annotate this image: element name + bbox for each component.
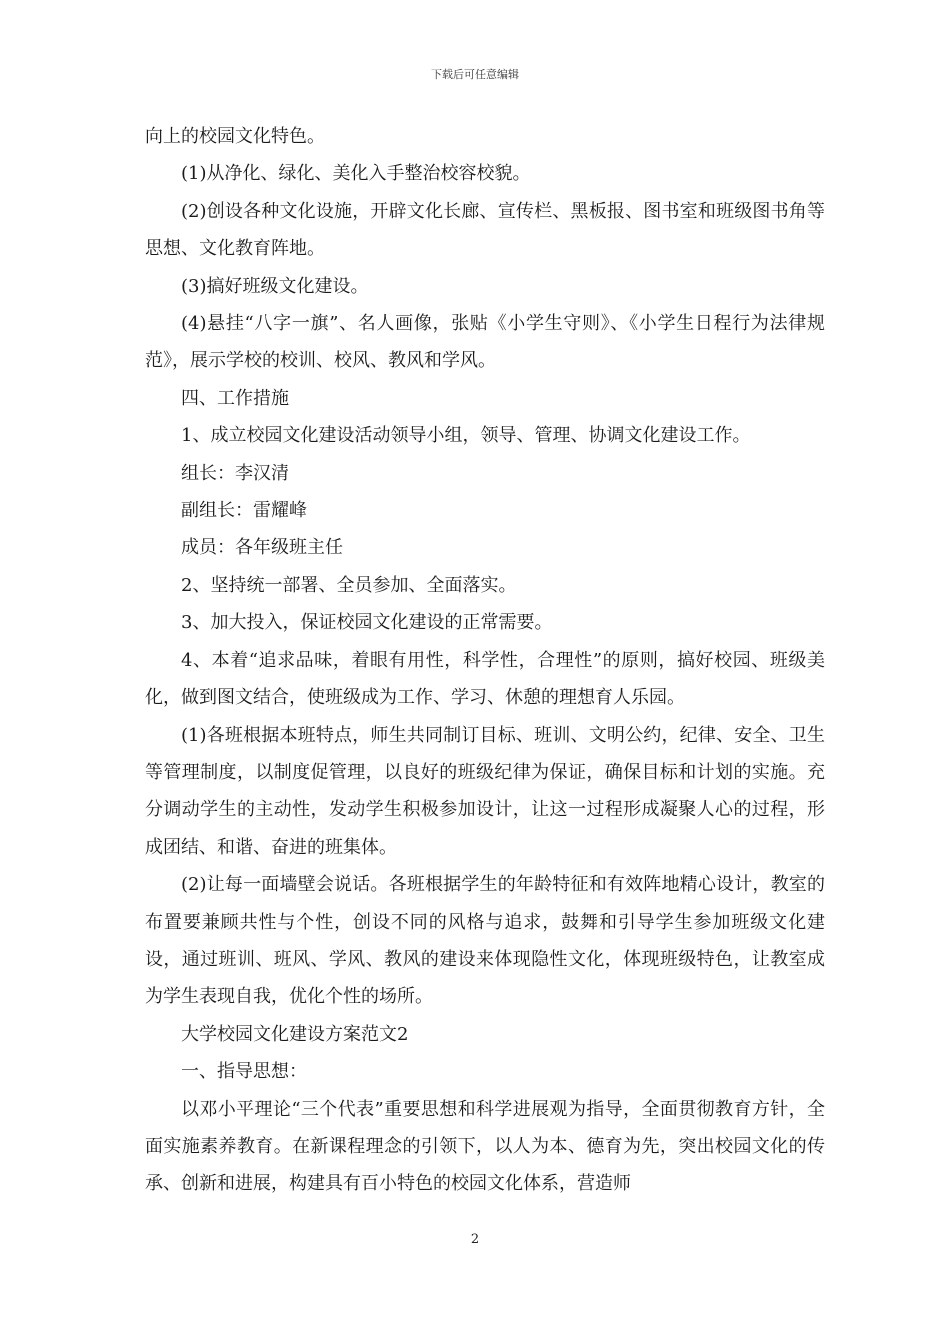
paragraph: 4、本着“追求品味，着眼有用性，科学性，合理性”的原则，搞好校园、班级美化，做到图文结合，使班级成为工作、学习、休憩的理想育人乐园。 bbox=[145, 649, 825, 709]
paragraph: 成员：各年级班主任 bbox=[181, 537, 343, 559]
paragraph: (1)从净化、绿化、美化入手整治校容校貌。 bbox=[181, 163, 531, 185]
section-heading: 四、工作措施 bbox=[181, 387, 289, 409]
section-title: 大学校园文化建设方案范文2 bbox=[181, 1023, 409, 1045]
paragraph: (3)搞好班级文化建设。 bbox=[181, 275, 369, 297]
paragraph: (2)创设各种文化设施，开辟文化长廊、宣传栏、黑板报、图书室和班级图书角等思想、文化教育阵地。 bbox=[145, 200, 825, 260]
document-body bbox=[145, 118, 825, 1203]
page-header: 下载后可任意编辑 bbox=[431, 68, 519, 81]
paragraph: 向上的校园文化特色。 bbox=[145, 126, 325, 147]
paragraph: 以邓小平理论“三个代表”重要思想和科学进展观为指导，全面贯彻教育方针，全面实施素养教育。在新课程理念的引领下，以人为本、德育为先，突出校园文化的传承、创新和进展，构建具有百小特色的校园文化体系，营造师 bbox=[145, 1098, 825, 1195]
paragraph: (4)悬挂“八字一旗”、名人画像，张贴《小学生守则》、《小学生日程行为法律规范》，展示学校的校训、校风、教风和学风。 bbox=[145, 313, 825, 372]
paragraph: 组长：李汉清 bbox=[181, 462, 289, 484]
paragraph: 3、加大投入，保证校园文化建设的正常需要。 bbox=[181, 612, 553, 634]
paragraph: 1、成立校园文化建设活动领导小组，领导、管理、协调文化建设工作。 bbox=[181, 425, 751, 447]
paragraph: (1)各班根据本班特点，师生共同制订目标、班训、文明公约，纪律、安全、卫生等管理制度，以制度促管理，以良好的班级纪律为保证，确保目标和计划的实施。充分调动学生的主动性，发动学生积极参加设计，让这一过程形成凝聚人心的过程，形成团结、和谐、奋进的班集体。 bbox=[145, 724, 825, 858]
page-number: 2 bbox=[470, 1232, 480, 1247]
paragraph: (2)让每一面墙壁会说话。各班根据学生的年龄特征和有效阵地精心设计，教室的布置要兼顾共性与个性，创设不同的风格与追求，鼓舞和引导学生参加班级文化建设，通过班训、班风、学风、教风的建设来体现隐性文化，体现班级特色，让教室成为学生表现自我，优化个性的场所。 bbox=[145, 874, 825, 1008]
paragraph: 2、坚持统一部署、全员参加、全面落实。 bbox=[181, 574, 517, 596]
paragraph: 副组长：雷耀峰 bbox=[181, 500, 307, 522]
section-heading: 一、指导思想： bbox=[181, 1061, 307, 1083]
